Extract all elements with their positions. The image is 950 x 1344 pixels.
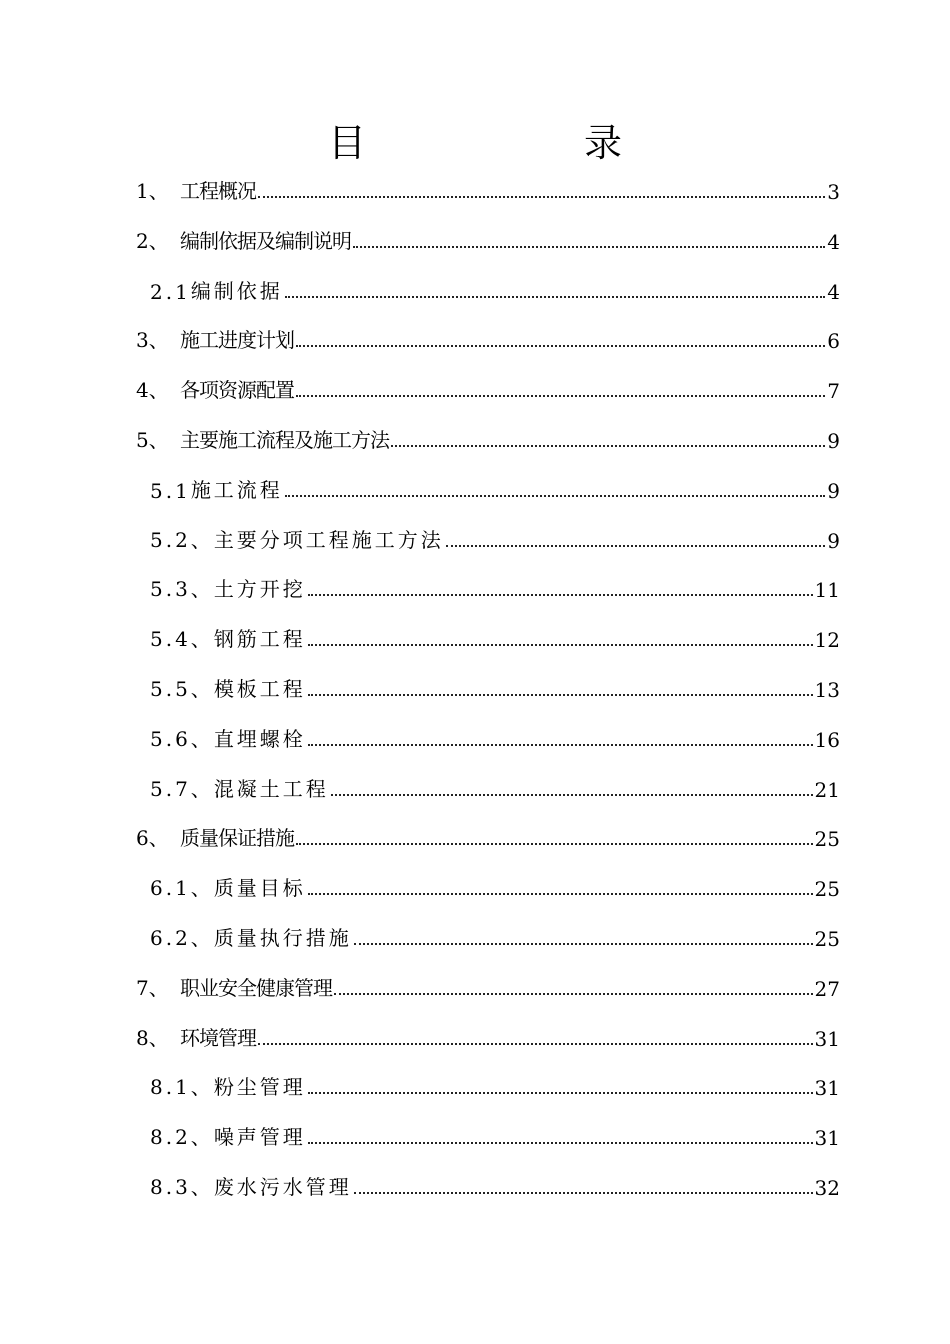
toc-entry-label: 直埋螺栓 <box>213 726 306 751</box>
toc-subentry[interactable] <box>150 268 840 304</box>
toc-entry[interactable] <box>136 168 840 204</box>
toc-entry-page: 3 <box>827 180 840 204</box>
toc-entry-number: 7、 <box>136 975 169 1000</box>
toc-entry-label: 主要施工流程及施工方法 <box>180 428 389 452</box>
toc-entry-number: 8.2、 <box>150 1125 214 1150</box>
toc-subentry[interactable] <box>150 517 840 553</box>
toc-subentry[interactable] <box>150 1164 840 1200</box>
toc-entry-label: 混凝土工程 <box>213 776 329 801</box>
toc-entry-label: 质量保证措施 <box>180 826 294 851</box>
dot-leader <box>258 196 825 198</box>
toc-entry-number: 5.6、 <box>150 726 214 751</box>
dot-leader <box>354 1192 813 1194</box>
toc-entry-page: 25 <box>814 877 840 902</box>
dot-leader <box>354 943 813 945</box>
toc-entry-label: 编制依据 <box>190 278 283 303</box>
toc-entry-label: 模板工程 <box>213 677 306 701</box>
dot-leader <box>285 296 825 298</box>
toc-entry[interactable] <box>136 367 840 403</box>
toc-entry-label: 工程概况 <box>180 179 256 203</box>
toc-entry-number: 6、 <box>136 826 169 851</box>
toc-entry-number: 8.1、 <box>150 1075 214 1100</box>
toc-entry-label: 职业安全健康管理 <box>180 975 332 1000</box>
dot-leader <box>285 495 825 497</box>
toc-entry-label: 噪声管理 <box>213 1125 306 1150</box>
toc-entry-number: 3、 <box>136 328 169 353</box>
toc-entry-number: 4、 <box>136 378 169 403</box>
toc-entry-page: 32 <box>814 1176 840 1200</box>
toc-entry-label: 废水污水管理 <box>213 1175 352 1199</box>
toc-entry-number: 5.1 <box>150 478 191 503</box>
toc-entry-label: 编制依据及编制说明 <box>180 228 351 253</box>
toc-entry-page: 27 <box>814 976 840 1001</box>
toc-entry-page: 11 <box>814 578 840 603</box>
toc-entry[interactable] <box>136 815 840 851</box>
toc-entry-page: 9 <box>827 528 840 553</box>
toc-entry-number: 5.7、 <box>150 776 214 801</box>
toc-entry-number: 1、 <box>136 179 169 203</box>
toc-entry-label: 质量目标 <box>213 876 306 901</box>
toc-entry[interactable] <box>136 965 840 1001</box>
toc-entry-label: 环境管理 <box>180 1025 256 1050</box>
dot-leader <box>308 644 813 646</box>
toc-entry-page: 16 <box>814 727 840 752</box>
dot-leader <box>353 246 825 248</box>
toc-entry-page: 31 <box>814 1026 840 1051</box>
toc-subentry[interactable] <box>150 666 840 702</box>
dot-leader <box>446 545 825 547</box>
dot-leader <box>308 1092 813 1094</box>
toc-entry-number: 2、 <box>136 228 169 253</box>
toc-entry-page: 13 <box>814 678 840 702</box>
toc-subentry[interactable] <box>150 467 840 503</box>
dot-leader <box>308 594 813 596</box>
toc-entry-number: 8、 <box>136 1025 169 1050</box>
toc-entry-label: 主要分项工程施工方法 <box>213 527 444 552</box>
toc-entry[interactable] <box>136 218 840 254</box>
toc-entry-label: 钢筋工程 <box>213 627 306 652</box>
toc-entry-number: 6.2、 <box>150 926 214 950</box>
toc-entry-page: 7 <box>827 379 840 404</box>
toc-entry-number: 2.1 <box>150 279 191 304</box>
toc-entry[interactable] <box>136 1015 840 1051</box>
toc-entry-number: 5.3、 <box>150 577 214 602</box>
toc-title: 目 录 <box>327 121 712 165</box>
dot-leader <box>308 893 813 895</box>
toc-entry-page: 9 <box>827 429 840 453</box>
toc-entry[interactable] <box>136 317 840 353</box>
toc-entry-label: 质量执行措施 <box>213 926 352 950</box>
toc-entry-page: 31 <box>814 1076 840 1101</box>
toc-subentry[interactable] <box>150 1114 840 1150</box>
toc-entry-number: 5、 <box>136 428 169 452</box>
toc-entry-label: 施工进度计划 <box>180 328 294 353</box>
toc-entry-page: 25 <box>814 927 840 951</box>
toc-entry-page: 9 <box>827 478 840 503</box>
toc-entry[interactable] <box>136 417 840 453</box>
toc-entry-page: 25 <box>814 827 840 852</box>
toc-entry-page: 4 <box>827 229 840 254</box>
dot-leader <box>308 744 813 746</box>
toc-entry-page: 6 <box>827 329 840 354</box>
toc-entry-page: 21 <box>814 777 840 802</box>
toc-subentry[interactable] <box>150 1064 840 1100</box>
toc-entry-page: 12 <box>814 628 840 653</box>
toc-subentry[interactable] <box>150 865 840 901</box>
toc-entry-number: 5.4、 <box>150 627 214 652</box>
toc-entry-label: 各项资源配置 <box>180 378 294 403</box>
dot-leader <box>391 445 825 447</box>
toc-subentry[interactable] <box>150 716 840 752</box>
toc-entry-label: 土方开挖 <box>213 577 306 602</box>
dot-leader <box>331 794 813 796</box>
toc-subentry[interactable] <box>150 616 840 652</box>
dot-leader <box>308 694 813 696</box>
toc-subentry[interactable] <box>150 566 840 602</box>
dot-leader <box>296 843 813 845</box>
toc-entry-number: 8.3、 <box>150 1175 214 1199</box>
toc-entry-number: 5.2、 <box>150 527 214 552</box>
toc-subentry[interactable] <box>150 915 840 951</box>
dot-leader <box>296 395 825 397</box>
toc-entry-label: 施工流程 <box>190 477 283 502</box>
toc-entry-page: 4 <box>827 279 840 304</box>
toc-entry-number: 5.5、 <box>150 677 214 701</box>
toc-entry-number: 6.1、 <box>150 876 214 901</box>
dot-leader <box>258 1043 813 1045</box>
toc-entry-label: 粉尘管理 <box>213 1075 306 1100</box>
dot-leader <box>334 993 813 995</box>
toc-subentry[interactable] <box>150 766 840 802</box>
dot-leader <box>308 1142 813 1144</box>
dot-leader <box>296 345 825 347</box>
toc-entry-page: 31 <box>814 1126 840 1151</box>
